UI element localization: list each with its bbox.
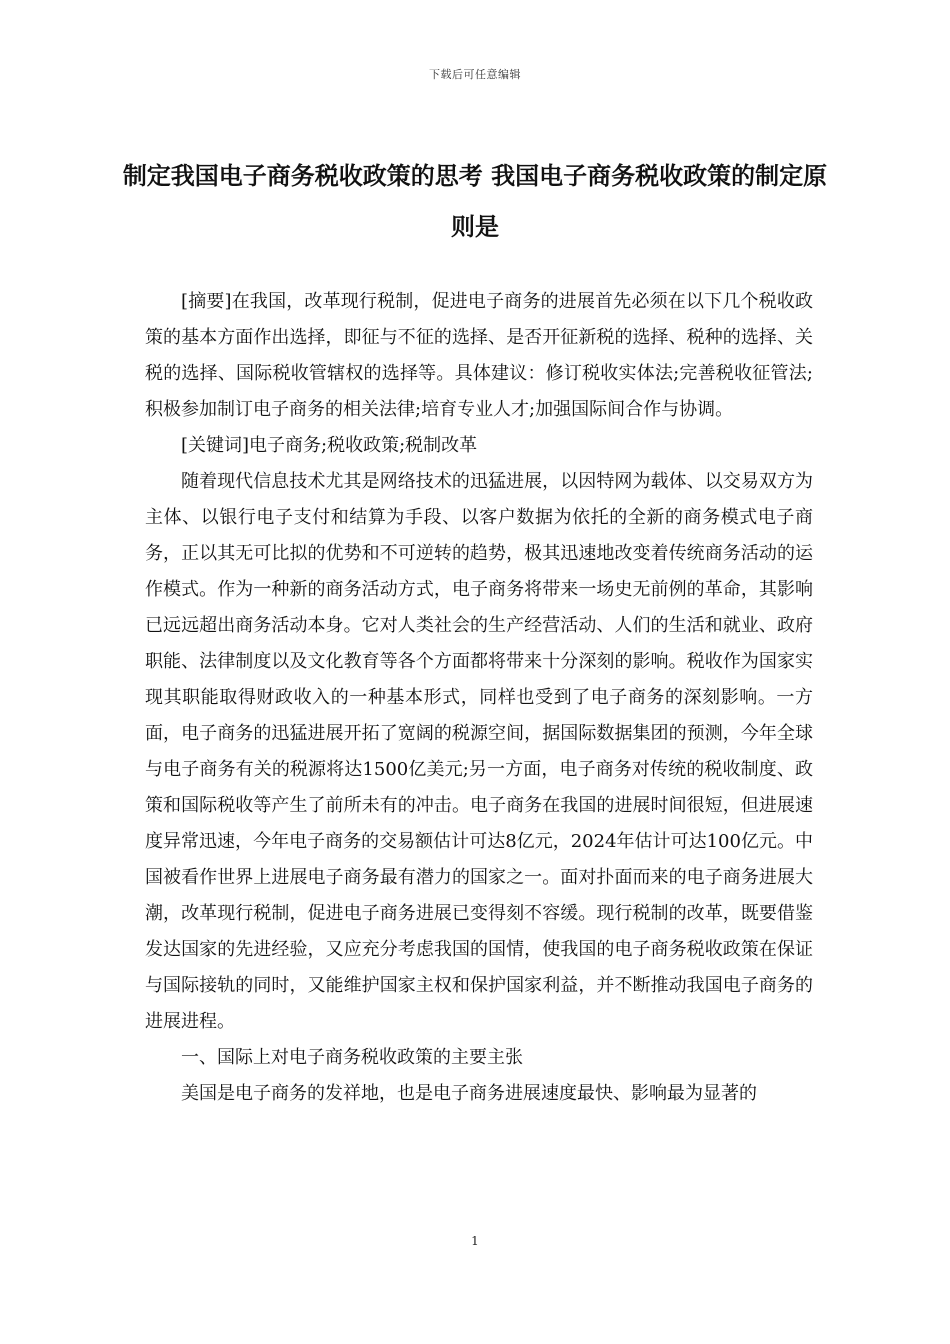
keywords-paragraph: [关键词]电子商务;税收政策;税制改革 — [181, 435, 478, 456]
document-title: 制定我国电子商务税收政策的思考 我国电子商务税收政策的制定原则是 — [122, 161, 828, 241]
header-note: 下载后可任意编辑 — [429, 68, 521, 81]
intro-paragraph: 随着现代信息技术尤其是网络技术的迅猛进展，以因特网为载体、以交易双方为主体、以银行电子支付和结算为手段、以客户数据为依托的全新的商务模式电子商务，正以其无可比拟的优势和不可逆转的趋势，极其迅速地改变着传统商务活动的运作模式。作为一种新的商务活动方式，电子商务将带来一场史无前例的革命，其影响已远远超出商务活动本身。它对人类社会的生产经营活动、人们的生活和就业、政府职能、法律制度以及文化教育等各个方面都将带来十分深刻的影响。税收作为国家实现其职能取得财政收入的一种基本形式，同样也受到了电子商务的深刻影响。一方面，电子商务的迅猛进展开拓了宽阔的税源空间，据国际数据集团的预测，今年全球与电子商务有关的税源将达1500亿美元;另一方面，电子商务对传统的税收制度、政策和国际税收等产生了前所未有的冲击。电子商务在我国的进展时间很短，但进展速度异常迅速，今年电子商务的交易额估计可达8亿元，2024年估计可达100亿元。中国被看作世界上进展电子商务最有潜力的国家之一。面对扑面而来的电子商务进展大潮，改革现行税制，促进电子商务进展已变得刻不容缓。现行税制的改革，既要借鉴发达国家的先进经验，又应充分考虑我国的国情，使我国的电子商务税收政策在保证与国际接轨的同时，又能维护国家主权和保护国家利益，并不断推动我国电子商务的进展进程。 — [145, 471, 813, 1032]
abstract-paragraph: [摘要]在我国，改革现行税制，促进电子商务的进展首先必须在以下几个税收政策的基本方面作出选择，即征与不征的选择、是否开征新税的选择、税种的选择、关税的选择、国际税收管辖权的选择等。具体建议：修订税收实体法;完善税收征管法;积极参加制订电子商务的相关法律;培育专业人才;加强国际间合作与协调。 — [145, 291, 813, 420]
section-heading: 一、国际上对电子商务税收政策的主要主张 — [181, 1047, 523, 1068]
section-paragraph: 美国是电子商务的发祥地，也是电子商务进展速度最快、影响最为显著的 — [181, 1083, 757, 1104]
document-body — [145, 284, 813, 1112]
page-number: 1 — [471, 1234, 479, 1248]
